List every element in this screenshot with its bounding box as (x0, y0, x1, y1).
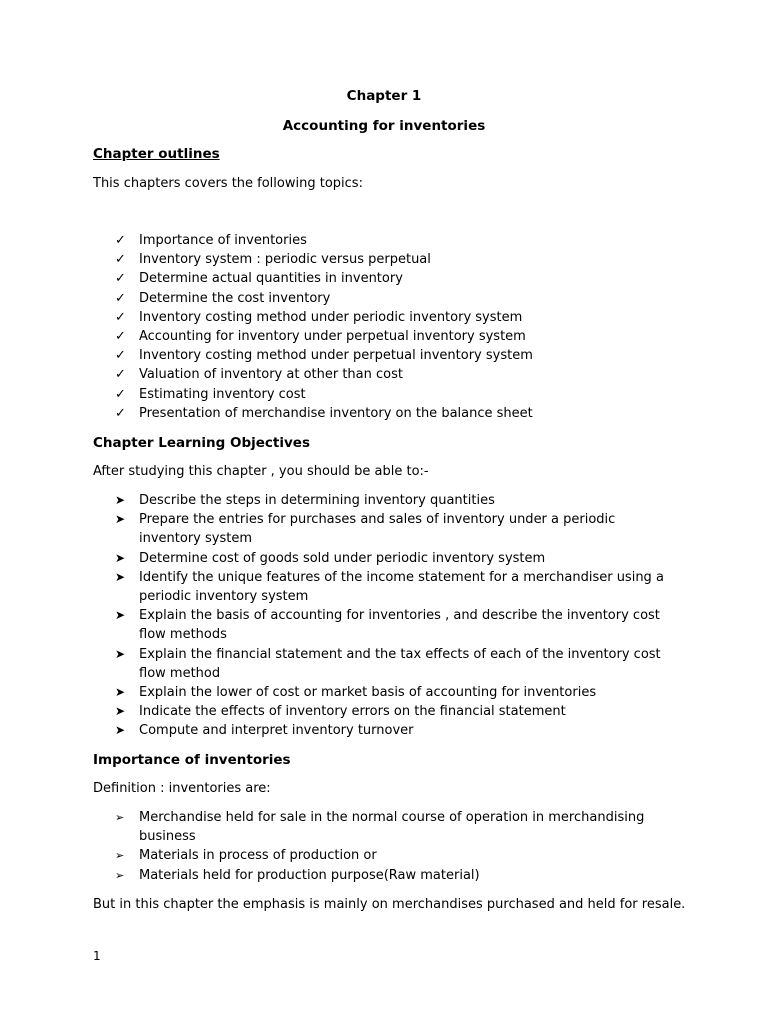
check-mark-icon: ✓ (115, 233, 126, 248)
list-item-text: Explain the basis of accounting for inventories , and describe the inventory cost flow methods (139, 608, 660, 643)
list-item-text: Estimating inventory cost (139, 386, 306, 402)
check-mark-icon: ✓ (115, 290, 126, 306)
list-item-text: Describe the steps in determining inventory quantities (139, 493, 495, 508)
list-item (115, 327, 675, 346)
list-item-text: Determine the cost inventory (139, 290, 331, 306)
objectives-list (115, 491, 675, 741)
importance-heading: Importance of inventories (93, 752, 291, 768)
arrowhead-bullet-icon: ➤ (115, 550, 126, 565)
list-item-text: Valuation of inventory at other than cost (139, 367, 403, 383)
list-item-text: Determine actual quantities in inventory (139, 271, 403, 287)
check-mark-icon: ✓ (115, 386, 126, 402)
check-mark-icon: ✓ (115, 367, 126, 383)
list-item (115, 269, 675, 288)
list-item (115, 346, 675, 365)
arrowhead-bullet-icon: ➤ (115, 569, 126, 584)
list-item (115, 231, 675, 250)
list-item (115, 808, 675, 846)
objectives-intro: After studying this chapter , you should be able to:- (93, 464, 429, 479)
list-item-text: Inventory costing method under perpetual inventory system (139, 348, 533, 364)
arrowhead-bullet-icon: ➤ (115, 608, 126, 623)
list-item (115, 308, 675, 327)
closing-text: But in this chapter the emphasis is mainly on merchandises purchased and held for resale. (93, 897, 686, 912)
list-item-text: Materials held for production purpose(Raw material) (139, 867, 480, 883)
list-item (115, 385, 675, 404)
list-item-text: Indicate the effects of inventory errors on the financial statement (139, 704, 566, 720)
list-item (115, 683, 675, 702)
list-item-text: Merchandise held for sale in the normal course of operation in merchandising business (139, 810, 645, 845)
list-item-text: Explain the financial statement and the tax effects of each of the inventory cost flow method (139, 646, 661, 681)
list-item (115, 846, 675, 865)
list-item-text: Inventory costing method under periodic inventory system (139, 309, 523, 325)
importance-list (115, 808, 675, 885)
arrowhead-bullet-icon: ➤ (115, 723, 126, 738)
outlined-arrowhead-bullet-icon: ➢ (115, 811, 125, 824)
list-item (115, 289, 675, 308)
check-mark-icon: ✓ (115, 309, 126, 325)
list-item-text: Explain the lower of cost or market basis of accounting for inventories (139, 685, 597, 701)
list-item (115, 491, 675, 510)
check-mark-icon: ✓ (115, 329, 126, 345)
outlined-arrowhead-bullet-icon: ➢ (115, 868, 125, 882)
list-item (115, 510, 675, 548)
list-item (115, 721, 675, 740)
outline-list (115, 231, 675, 423)
list-item (115, 702, 675, 721)
arrowhead-bullet-icon: ➤ (115, 493, 126, 507)
arrowhead-bullet-icon: ➤ (115, 512, 126, 527)
list-item (115, 549, 675, 568)
list-item-text: Determine cost of goods sold under periodic inventory system (139, 550, 546, 566)
chapter-title: Accounting for inventories (282, 118, 486, 134)
arrowhead-bullet-icon: ➤ (115, 704, 126, 719)
outlined-arrowhead-bullet-icon: ➢ (115, 849, 125, 863)
list-item (115, 645, 675, 683)
list-item (115, 606, 675, 644)
list-item-text: Inventory system : periodic versus perpetual (139, 252, 431, 268)
check-mark-icon: ✓ (115, 405, 126, 421)
check-mark-icon: ✓ (115, 348, 126, 364)
chapter-number: Chapter 1 (346, 88, 422, 104)
list-item-text: Presentation of merchandise inventory on the balance sheet (139, 405, 533, 421)
list-item-text: Prepare the entries for purchases and sales of inventory under a periodic inventory system (139, 512, 616, 547)
list-item (115, 404, 675, 423)
list-item (115, 365, 675, 384)
list-item-text: Identify the unique features of the income statement for a merchandiser using a periodic inventory system (139, 569, 664, 605)
list-item (115, 250, 675, 269)
list-item (115, 866, 675, 885)
check-mark-icon: ✓ (115, 252, 126, 268)
arrowhead-bullet-icon: ➤ (115, 685, 126, 700)
list-item-text: Accounting for inventory under perpetual inventory system (139, 329, 526, 345)
objectives-heading: Chapter Learning Objectives (93, 435, 310, 451)
arrowhead-bullet-icon: ➤ (115, 646, 126, 661)
outline-intro: This chapters covers the following topics: (93, 176, 363, 191)
page-number: 1 (93, 949, 101, 963)
definition-text: Definition : inventories are: (93, 781, 271, 796)
outline-heading: Chapter outlines (93, 146, 220, 162)
list-item-text: Compute and interpret inventory turnover (139, 723, 414, 739)
list-item (115, 568, 675, 606)
check-mark-icon: ✓ (115, 271, 126, 287)
list-item-text: Importance of inventories (139, 233, 307, 248)
list-item-text: Materials in process of production or (139, 848, 377, 864)
